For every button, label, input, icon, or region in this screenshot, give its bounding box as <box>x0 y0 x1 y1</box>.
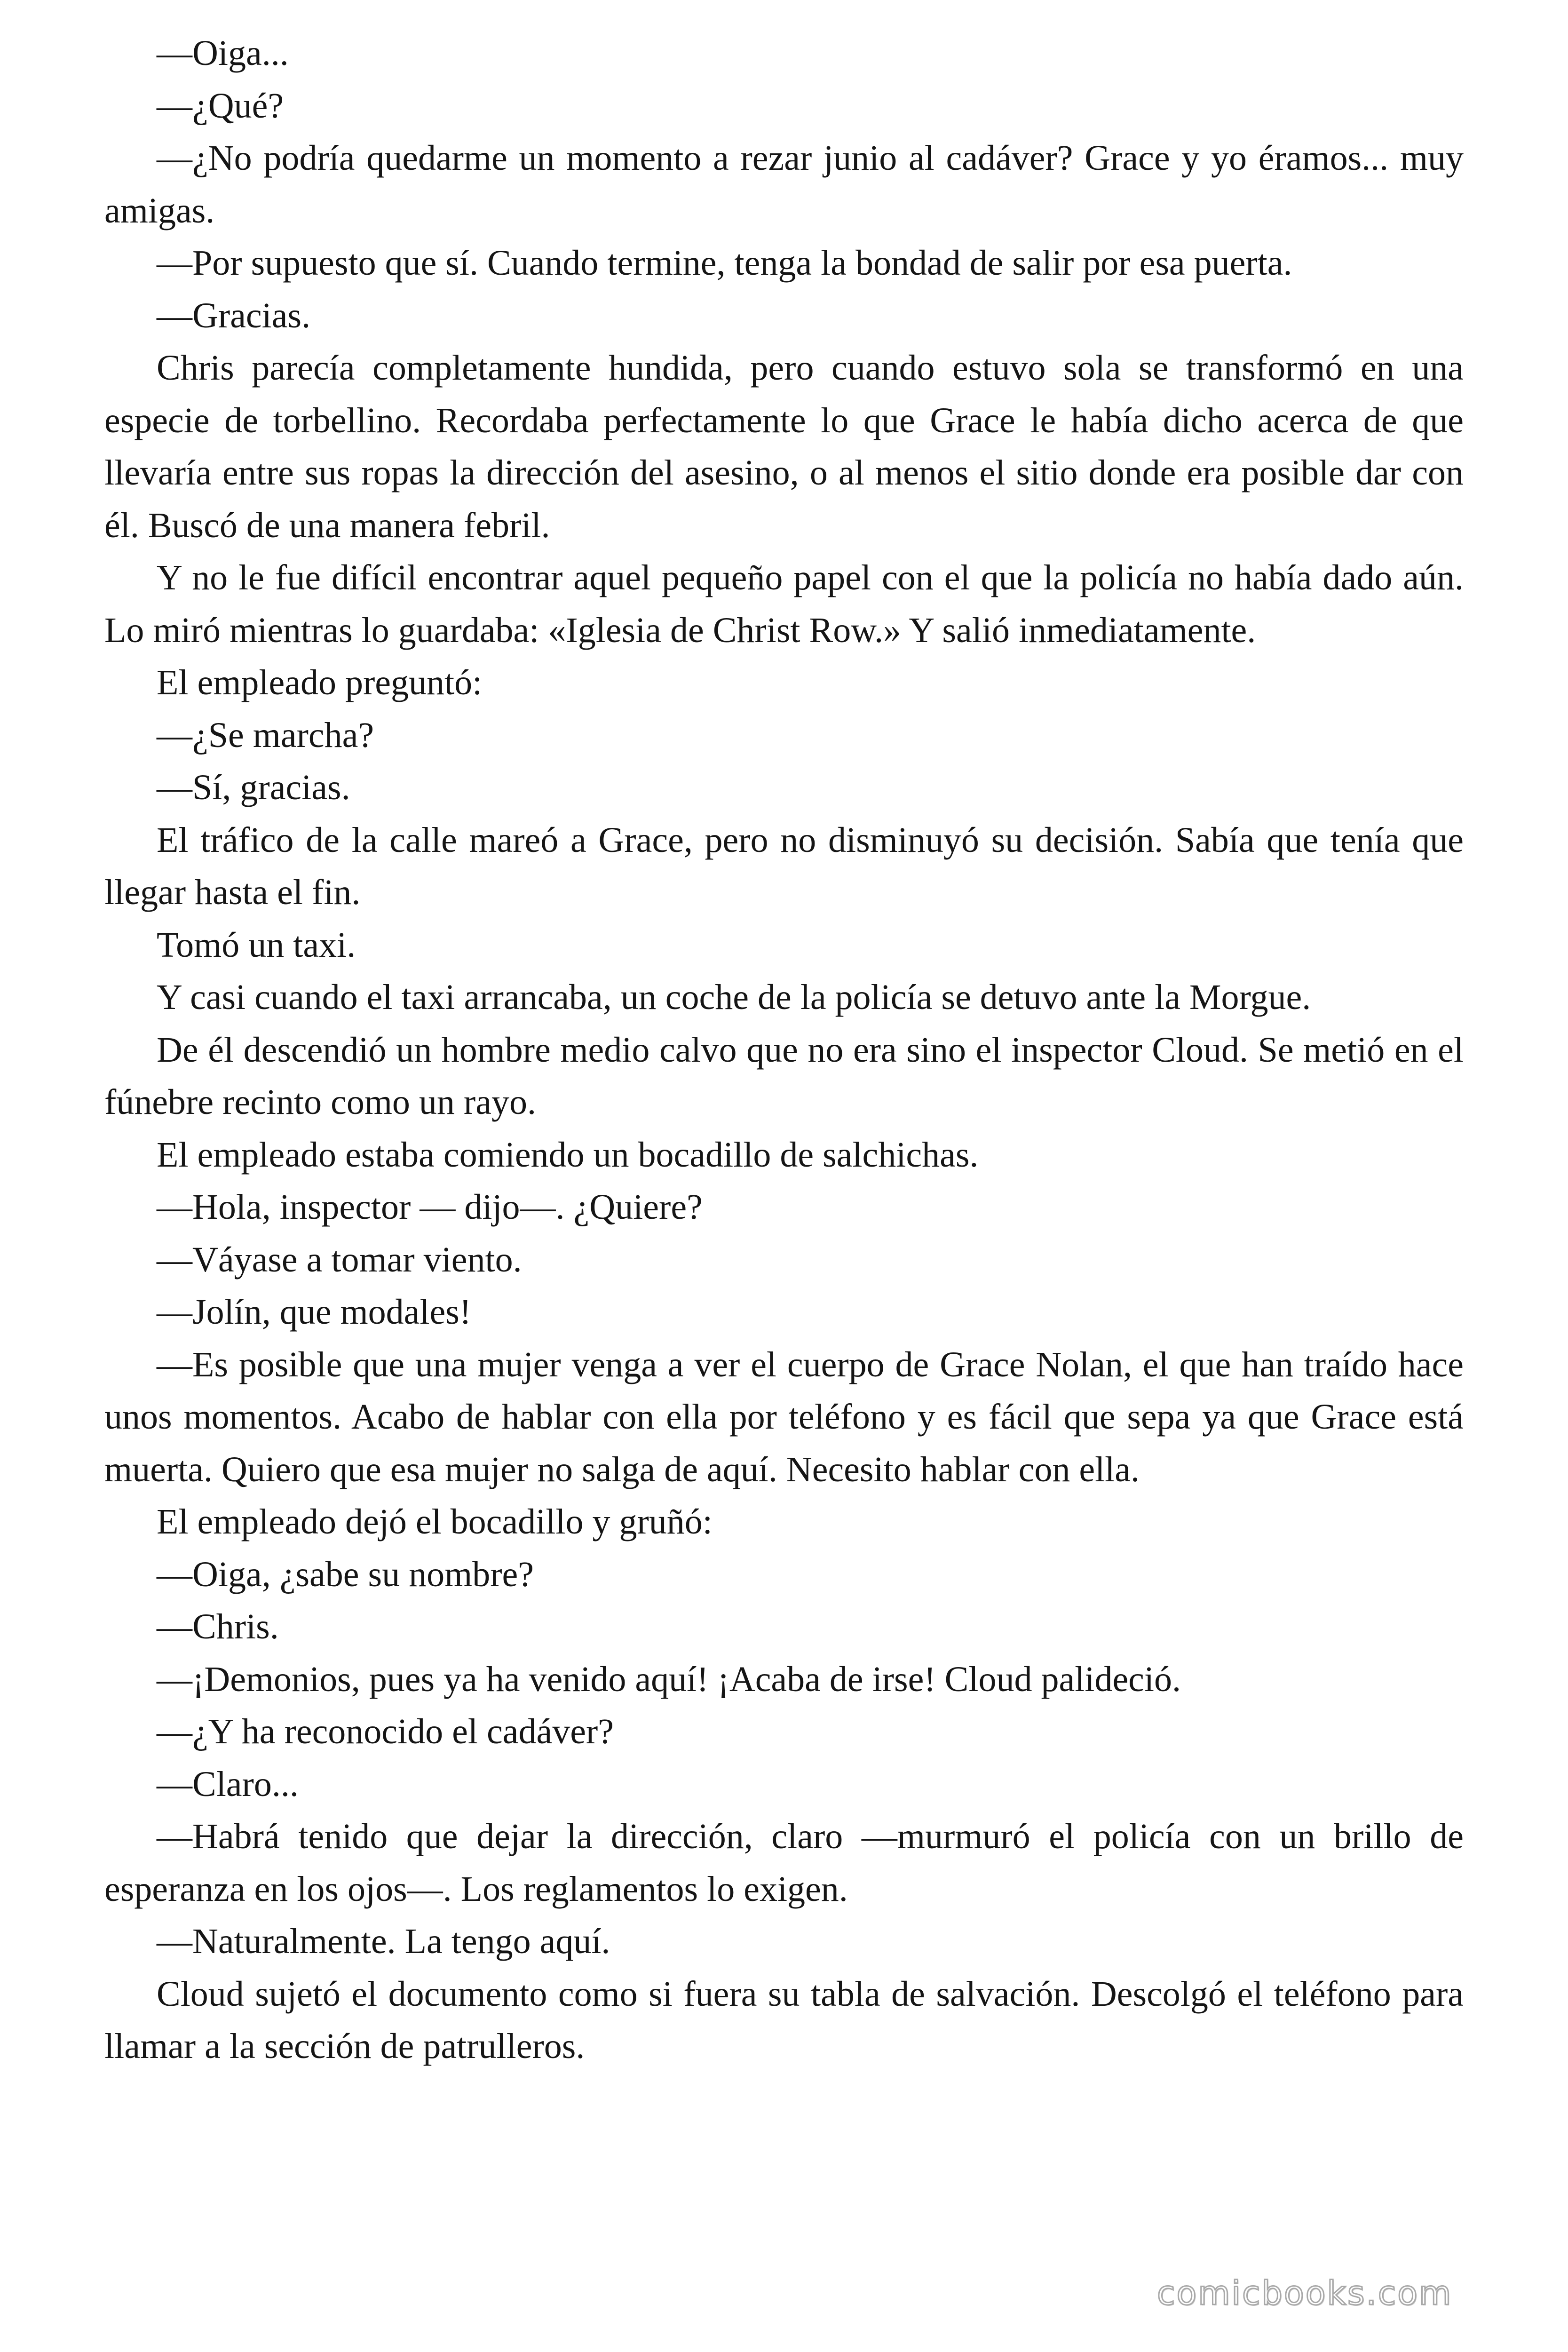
paragraph: —Es posible que una mujer venga a ver el cuerpo de Grace Nolan, el que han traído hace unos momentos. Acabo de hablar con ella por teléfono y es fácil que sepa ya que Grace está muerta. Quiero que esa mujer no salga de aquí. Necesito hablar con ella. <box>104 1344 1464 1489</box>
paragraph: El empleado preguntó: <box>157 663 483 702</box>
paragraph: —Oiga, ¿sabe su nombre? <box>157 1554 534 1594</box>
paragraph: El empleado estaba comiendo un bocadillo de salchichas. <box>157 1135 979 1175</box>
paragraph: —Sí, gracias. <box>157 768 350 807</box>
paragraph: —Hola, inspector — dijo—. ¿Quiere? <box>157 1187 703 1227</box>
paragraph: Chris parecía completamente hundida, pero cuando estuvo sola se transformó en una especie de torbellino. Recordaba perfectamente lo que Grace le había dicho acerca de que llevaría entre sus ropas la dirección del asesino, o al menos el sitio donde era posible dar con él. Buscó de una manera febril. <box>104 348 1464 545</box>
page-text <box>104 27 1464 2073</box>
paragraph: Y no le fue difícil encontrar aquel pequeño papel con el que la policía no había dado aún. Lo miró mientras lo guardaba: «Iglesia de Christ Row.» Y salió inmediatamente. <box>104 558 1464 650</box>
paragraph: —Por supuesto que sí. Cuando termine, tenga la bondad de salir por esa puerta. <box>157 243 1292 283</box>
paragraph: —¿No podría quedarme un momento a rezar junio al cadáver? Grace y yo éramos... muy amigas. <box>104 138 1464 230</box>
paragraph: Cloud sujetó el documento como si fuera su tabla de salvación. Descolgó el teléfono para llamar a la sección de patrulleros. <box>104 1974 1464 2066</box>
watermark: comicbooks.com <box>1157 2274 1453 2312</box>
paragraph: Y casi cuando el taxi arrancaba, un coche de la policía se detuvo ante la Morgue. <box>157 977 1311 1017</box>
paragraph: De él descendió un hombre medio calvo que no era sino el inspector Cloud. Se metió en el fúnebre recinto como un rayo. <box>104 1030 1464 1122</box>
paragraph: —¡Demonios, pues ya ha venido aquí! ¡Acaba de irse! Cloud palideció. <box>157 1659 1181 1699</box>
paragraph: —¿Y ha reconocido el cadáver? <box>157 1712 614 1751</box>
paragraph: —¿Se marcha? <box>157 715 374 755</box>
paragraph: —Naturalmente. La tengo aquí. <box>157 1922 610 1961</box>
paragraph: —Jolín, que modales! <box>157 1292 472 1332</box>
paragraph: El tráfico de la calle mareó a Grace, pero no disminuyó su decisión. Sabía que tenía que llegar hasta el fin. <box>104 820 1464 912</box>
paragraph: —Váyase a tomar viento. <box>157 1240 522 1279</box>
paragraph: —Chris. <box>157 1607 279 1646</box>
paragraph: —¿Qué? <box>157 86 284 126</box>
paragraph: —Oiga... <box>157 33 289 73</box>
paragraph: —Habrá tenido que dejar la dirección, claro —murmuró el policía con un brillo de esperanza en los ojos—. Los reglamentos lo exigen. <box>104 1817 1464 1909</box>
paragraph: —Gracias. <box>157 295 311 335</box>
paragraph: —Claro... <box>157 1764 299 1804</box>
paragraph: El empleado dejó el bocadillo y gruñó: <box>157 1502 713 1542</box>
paragraph: Tomó un taxi. <box>157 925 356 965</box>
